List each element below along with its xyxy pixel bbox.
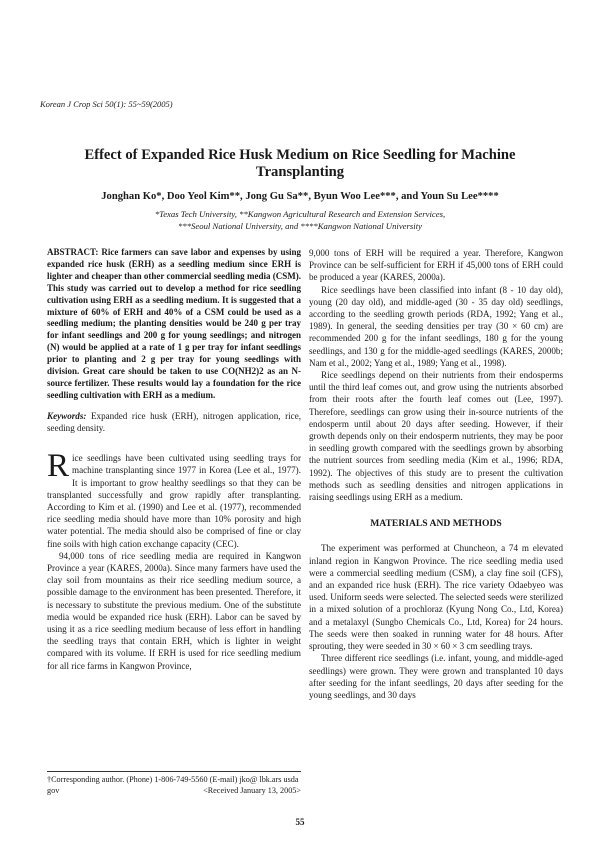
left-column: [47, 247, 301, 672]
paper-title: Effect of Expanded Rice Husk Medium on Rice Seedling for Machine Transplanting: [84, 147, 516, 180]
corresponding-author-footnote: [47, 771, 301, 796]
footnote-author: †Corresponding author. (Phone) 1-806-749-5560 (E-mail) jko@ lbk.ars usda gov: [47, 775, 299, 795]
author-list: Jonghan Ko*, Doo Yeol Kim**, Jong Gu Sa**, Byun Woo Lee***, and Youn Su Lee****: [101, 191, 499, 202]
intro-paragraph-1-text: ice seedlings have been cultivated using seedling trays for machine transplanting since 1977 in Korea (Lee et al., 1977). It is important to grow healthy seedlings so that they can be transplanted successfully and grow rapidly after transplanting. According to Kim et al. (1990) and Lee et al. (1977), recommended rice seedling media should have more than 10% porosity and high water potential. The media should also be comprised of fine or clay fine soils with high cation exchange capacity (CEC).: [47, 453, 301, 549]
keywords: [47, 410, 301, 434]
body-paragraph-nutrients: Rice seedlings depend on their nutrients from their endosperms until the third leaf comes out, and grow using the nutrients absorbed from their roots after the fourth leaf comes out (Lee, 1997). Therefore, seedlings can grow using their in-source nutrients of the endosperm until about 20 days after seeding. However, if their growth depends only on their endosperm nutrients, they may be poor in seedling growth compared with the seedlings grown by absorbing the nutrient sources from seedling media (Kim et al., 1996; RDA, 1992). The objectives of this study are to present the cultivation methods such as seedling densities and nitrogen applications in raising seedlings using ERH as a medium.: [309, 370, 563, 503]
received-date: <Received January 13, 2005>: [203, 785, 301, 795]
intro-paragraph-1: [47, 448, 301, 550]
methods-paragraph-1: The experiment was performed at Chuncheon, a 74 m elevated inland region in Kangwon Province. The rice seedling media used were a commercial seedling medium (CSM), a clay fine soil (CFS), and an expanded rice husk (ERH). The rice variety Odaebyeo was used. Uniform seeds were selected. The selected seeds were sterilized in a mixed solution of a prochloraz (Kyung Nong Co., Ltd, Korea) and a metalaxyl (Sungbo Chemicals Co., Ltd, Korea) for 24 hours. The seeds were then soaked in running water for 48 hours. After sprouting, they were seeded in 30 × 60 × 3 cm seedling trays.: [309, 543, 563, 652]
introduction: [47, 448, 301, 672]
body-paragraph-seedling-classes: Rice seedlings have been classified into infant (8 - 10 day old), young (20 day old), and middle-aged (30 - 35 day old) seedlings, according to the seedling growth periods (RDA, 1992; Yang et al., 1989). In general, the seeding densities per tray (30 × 60 cm) are recommended 200 g for the infant seedlings, 180 g for the young seedlings, and 130 g for the middle-aged seedlings (KARES, 2000b; Nam et al., 2002; Yang et al., 1989; Yang et al., 1998).: [309, 284, 563, 368]
page-number: 55: [295, 817, 305, 827]
affiliation-line-2: ***Seoul National University, and ****Kangwon National University: [178, 220, 422, 231]
body-paragraph-continued: 9,000 tons of ERH will be required a year. Therefore, Kangwon Province can be self-sufficient for ERH if 45,000 tons of ERH could be produced a year (KARES, 2000a).: [309, 248, 563, 283]
affiliation-line-1: *Texas Tech University, **Kangwon Agricultural Research and Extension Services,: [154, 209, 446, 219]
right-column: [309, 247, 563, 701]
methods-paragraph-2: Three different rice seedlings (i.e. infant, young, and middle-aged seedlings) were grown. They were grown and transplanted 10 days after seeding for the infant seedlings, 20 days after seeding for the young seedlings, and 30 days: [309, 653, 563, 700]
drop-cap: R: [47, 448, 70, 485]
affiliations: [40, 209, 560, 232]
keywords-text: Expanded rice husk (ERH), nitrogen application, rice, seeding density.: [47, 410, 301, 433]
section-heading-methods: MATERIALS AND METHODS: [370, 518, 502, 530]
keywords-label: Keywords:: [47, 410, 87, 421]
journal-citation: Korean J Crop Sci 50(1): 55~59(2005): [40, 99, 173, 109]
abstract: ABSTRACT: Rice farmers can save labor and expenses by using expanded rice husk (ERH) as a seedling medium since ERH is lighter and cheaper than other commercial seedling media (CSM). This study was carried out to develop a method for rice seedling cultivation using ERH as a seedling medium. It is suggested that a mixture of 60% of ERH and 40% of a CSM could be used as a seedling medium; the planting densities would be 240 g per tray for infant seedlings and 200 g for young seedlings; and nitrogen (N) would be applied at a rate of 1 g per tray for infant seedlings prior to planting and 2 g per tray for young seedlings with division. Great care should be taken to use CO(NH2)2 as an N-source fertilizer. These results would lay a foundation for the rice seedling cultivation with ERH as a medium.: [47, 247, 301, 400]
intro-paragraph-2: 94,000 tons of rice seedling media are required in Kangwon Province a year (KARES, 2000a). Since many farmers have used the clay soil from mountains as their rice seedling medium source, a possible damage to the environment has been presented. Therefore, it is necessary to substitute the previous medium. One of the substitute media would be expanded rice husk (ERH). Labor can be saved by using it as a rice seedling medium because of less effort in handling the seedling trays that contain ERH, which is lighter in weight compared with its volume. If ERH is used for rice seedling medium for all rice farms in Kangwon Province,: [47, 550, 301, 671]
